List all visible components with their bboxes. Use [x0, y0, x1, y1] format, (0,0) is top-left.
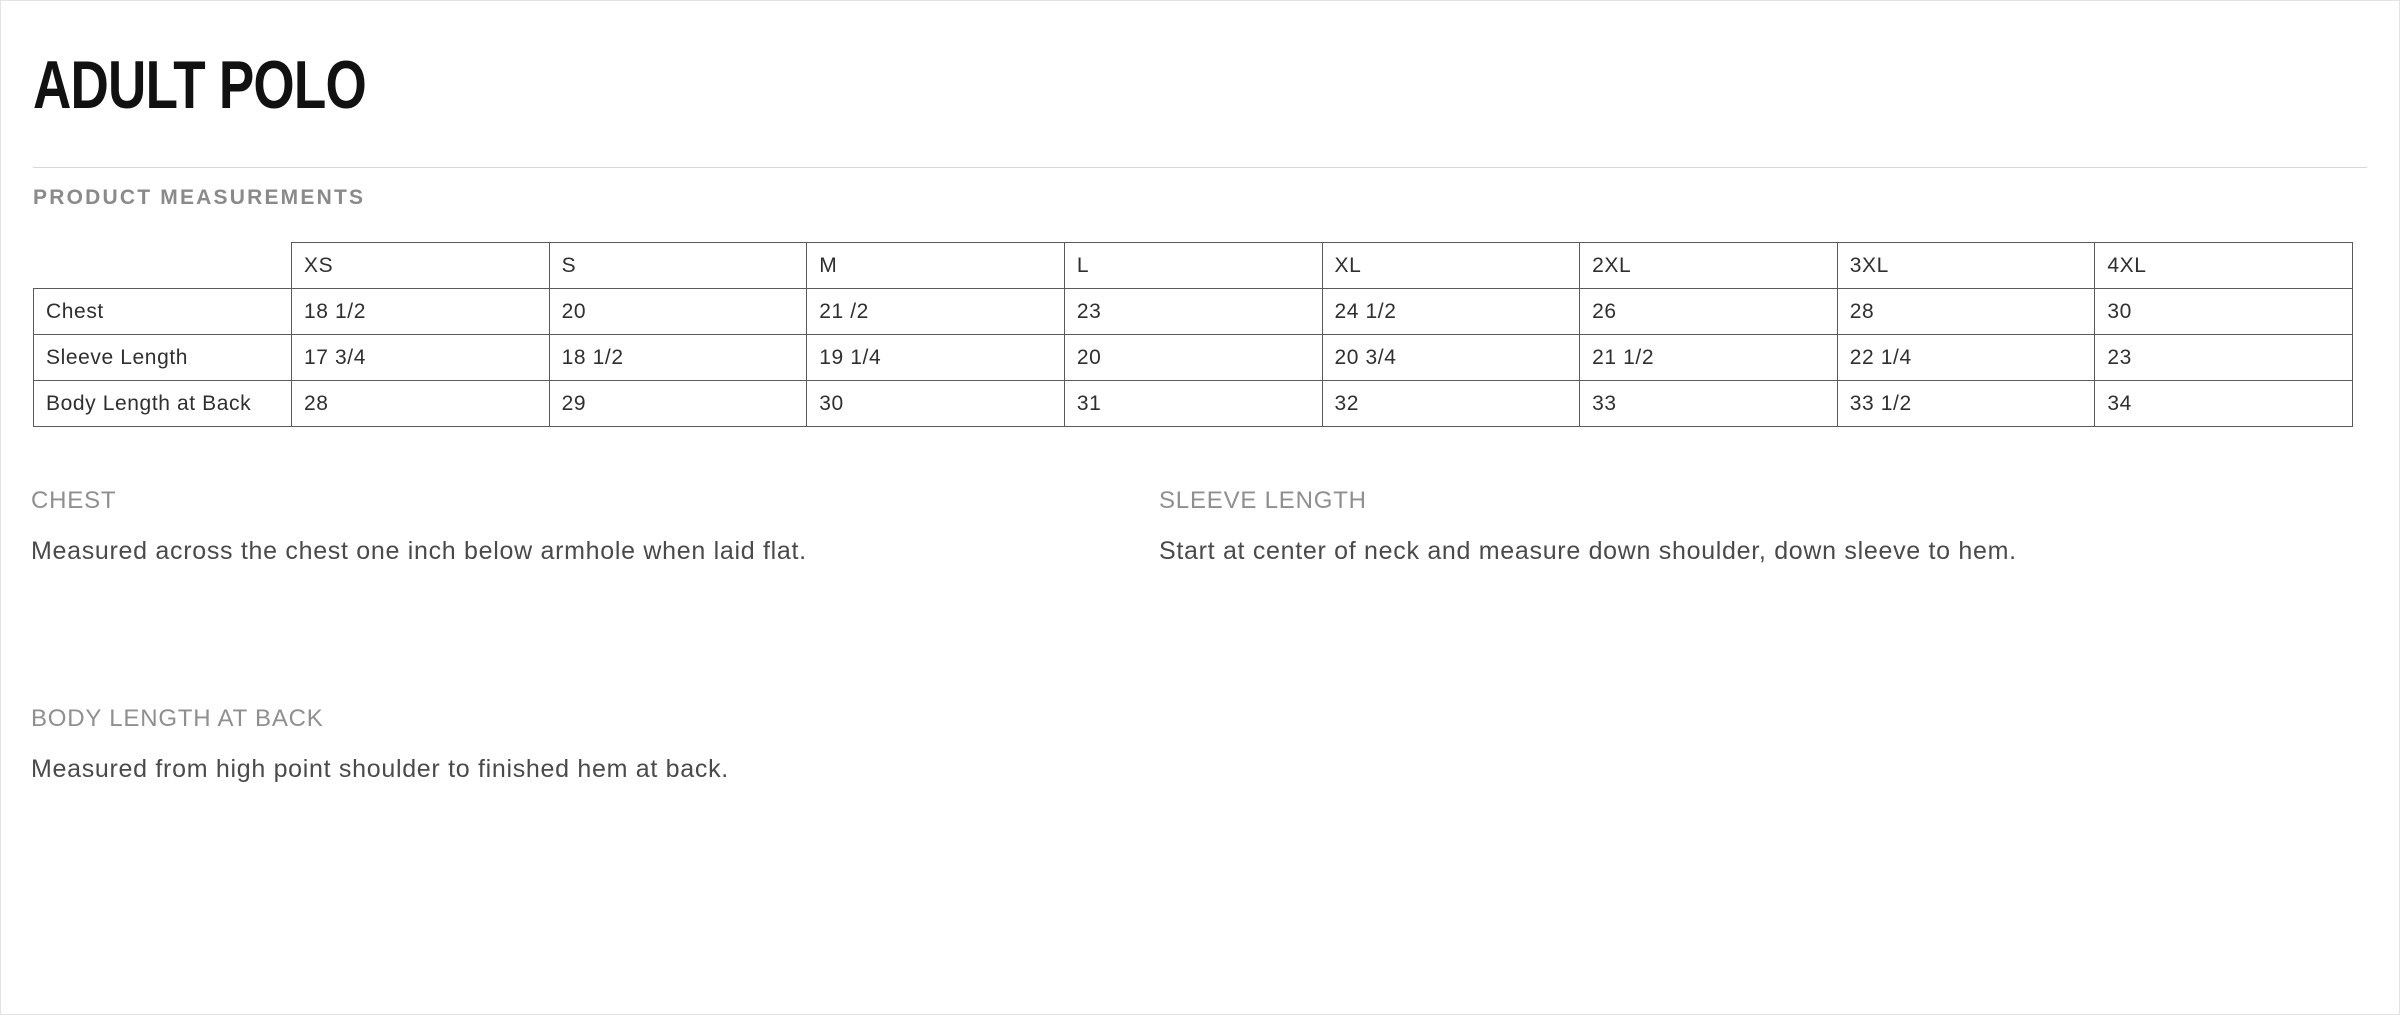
note-sleeve-length-body: Start at center of neck and measure down shoulder, down sleeve to hem.: [1159, 537, 2017, 565]
cell-chest-4xl: 30: [2095, 289, 2353, 335]
cell-body-2xl: 33: [1580, 381, 1838, 427]
note-chest: [31, 487, 1111, 569]
cell-chest-s: 20: [549, 289, 807, 335]
cell-body-xs: 28: [292, 381, 550, 427]
table-header-row: [34, 243, 2353, 289]
measurements-table: [33, 242, 2353, 427]
column-header-s: S: [549, 243, 807, 289]
table-corner-cell: [34, 243, 292, 289]
note-body-length: [31, 705, 1431, 787]
cell-sleeve-4xl: 23: [2095, 335, 2353, 381]
note-sleeve-length-heading: SLEEVE LENGTH: [1159, 487, 1367, 514]
column-header-m: M: [807, 243, 1065, 289]
note-body-length-body: Measured from high point shoulder to finished hem at back.: [31, 755, 729, 783]
column-header-3xl: 3XL: [1837, 243, 2095, 289]
column-header-l: L: [1064, 243, 1322, 289]
cell-body-4xl: 34: [2095, 381, 2353, 427]
table-row: [34, 289, 2353, 335]
cell-sleeve-xl: 20 3/4: [1322, 335, 1580, 381]
cell-chest-3xl: 28: [1837, 289, 2095, 335]
column-header-xs: XS: [292, 243, 550, 289]
cell-sleeve-s: 18 1/2: [549, 335, 807, 381]
cell-chest-l: 23: [1064, 289, 1322, 335]
cell-body-xl: 32: [1322, 381, 1580, 427]
cell-sleeve-2xl: 21 1/2: [1580, 335, 1838, 381]
header-divider: [33, 167, 2367, 168]
cell-chest-xl: 24 1/2: [1322, 289, 1580, 335]
cell-body-s: 29: [549, 381, 807, 427]
note-chest-body: Measured across the chest one inch below armhole when laid flat.: [31, 537, 807, 565]
column-header-4xl: 4XL: [2095, 243, 2353, 289]
note-sleeve-length: [1159, 487, 2259, 569]
cell-sleeve-xs: 17 3/4: [292, 335, 550, 381]
cell-chest-xs: 18 1/2: [292, 289, 550, 335]
cell-body-l: 31: [1064, 381, 1322, 427]
page-title: ADULT POLO: [33, 47, 366, 123]
row-label-body-length-at-back: Body Length at Back: [34, 381, 292, 427]
table-row: [34, 335, 2353, 381]
row-label-chest: Chest: [34, 289, 292, 335]
cell-body-m: 30: [807, 381, 1065, 427]
note-body-length-heading: BODY LENGTH AT BACK: [31, 705, 324, 732]
section-label: PRODUCT MEASUREMENTS: [33, 186, 366, 209]
cell-chest-2xl: 26: [1580, 289, 1838, 335]
column-header-2xl: 2XL: [1580, 243, 1838, 289]
cell-sleeve-m: 19 1/4: [807, 335, 1065, 381]
note-chest-heading: CHEST: [31, 487, 117, 514]
cell-body-3xl: 33 1/2: [1837, 381, 2095, 427]
column-header-xl: XL: [1322, 243, 1580, 289]
cell-sleeve-3xl: 22 1/4: [1837, 335, 2095, 381]
cell-chest-m: 21 /2: [807, 289, 1065, 335]
cell-sleeve-l: 20: [1064, 335, 1322, 381]
row-label-sleeve-length: Sleeve Length: [34, 335, 292, 381]
table-row: [34, 381, 2353, 427]
